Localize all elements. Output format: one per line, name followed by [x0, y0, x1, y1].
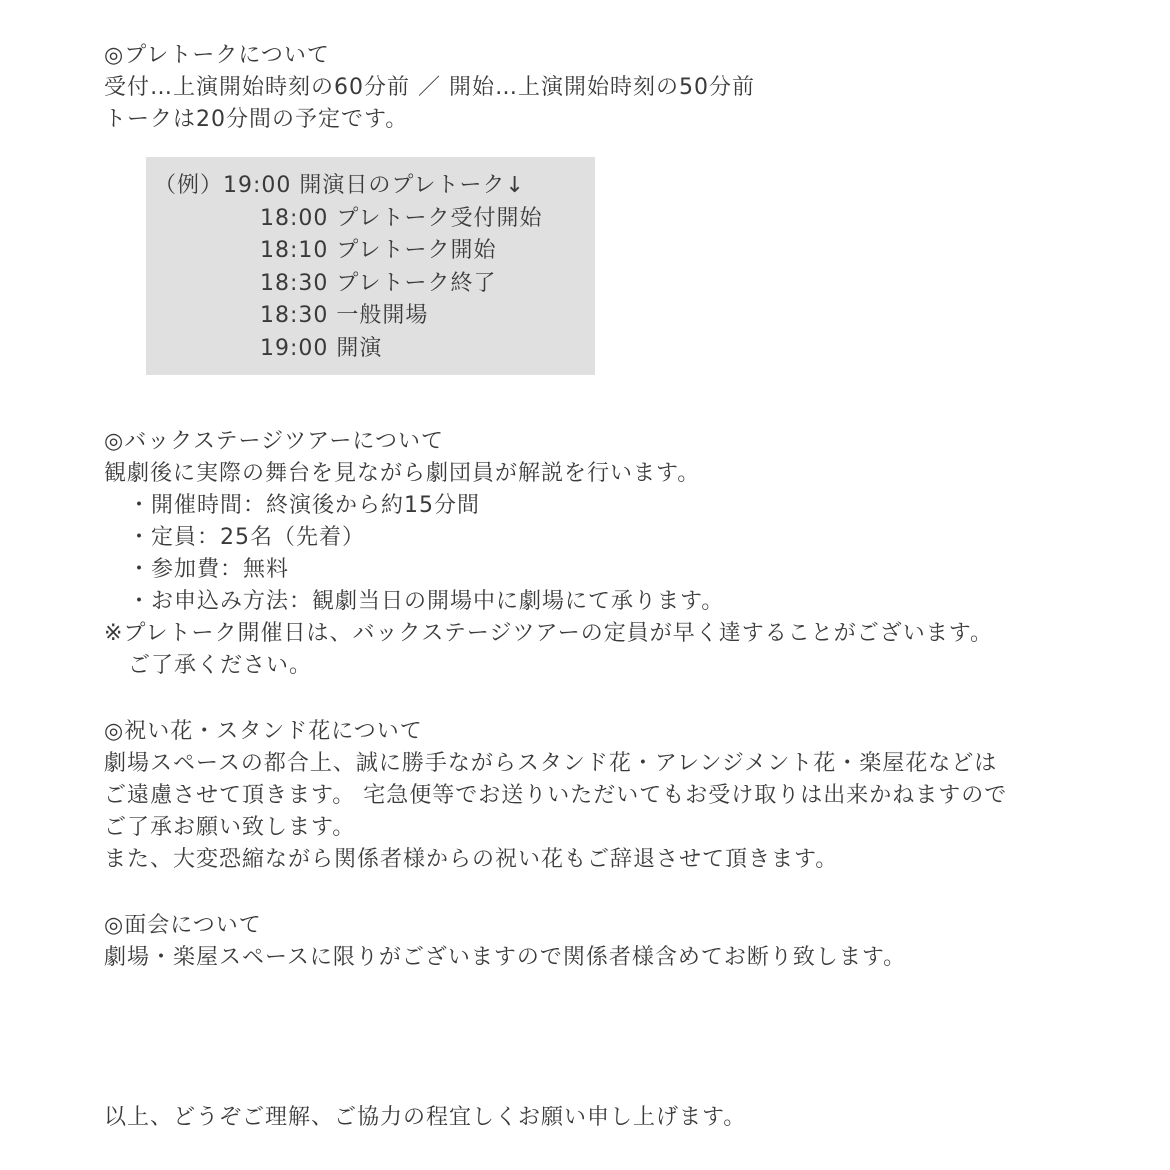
closing-section	[104, 1102, 1114, 1134]
visits-section	[104, 910, 1114, 974]
pretalk-duration-line: トークは20分間の予定です。	[104, 107, 409, 132]
pretalk-heading: ◎プレトークについて	[104, 43, 330, 68]
schedule-item: 18:00 プレトーク受付開始	[260, 205, 543, 231]
backstage-note: ※プレトーク開催日は、バックステージツアーの定員が早く達することがございます。	[104, 621, 994, 646]
closing-text: 以上、どうぞご理解、ご協力の程宜しくお願い申し上げます。	[104, 1105, 747, 1130]
schedule-item: 18:30 一般開場	[260, 303, 429, 328]
backstage-detail-item: ・定員：25名（先着）	[128, 525, 365, 550]
example-heading: （例）19:00 開演日のプレトーク↓	[154, 173, 525, 198]
backstage-detail-item: ・お申込み方法：観劇当日の開場中に劇場にて承ります。	[128, 589, 725, 614]
backstage-detail-item: ・参加費：無料	[128, 557, 290, 582]
flowers-line: 劇場スペースの都合上、誠に勝手ながらスタンド花・アレンジメント花・楽屋花などは	[104, 751, 998, 776]
pretalk-section	[104, 40, 1114, 136]
backstage-detail-item: ・開催時間：終演後から約15分間	[128, 493, 480, 518]
pretalk-reception-line: 受付…上演開始時刻の60分前 ／ 開始…上演開始時刻の50分前	[104, 75, 755, 100]
schedule-item: 18:30 プレトーク終了	[260, 270, 497, 296]
visits-line: 劇場・楽屋スペースに限りがございますので関係者様含めてお断り致します。	[104, 945, 907, 970]
example-schedule-box	[146, 157, 595, 375]
visits-heading: ◎面会について	[104, 913, 262, 938]
flowers-line: また、大変恐縮ながら関係者様からの祝い花もご辞退させて頂きます。	[104, 847, 839, 872]
flowers-line: ご了承お願い致します。	[104, 815, 356, 840]
flowers-section	[104, 716, 1114, 876]
flowers-line: ご遠慮させて頂きます。 宅急便等でお送りいただいてもお受け取りは出来かねますので	[104, 783, 1008, 808]
backstage-note-continued: ご了承ください。	[128, 653, 313, 678]
schedule-item: 19:00 開演	[260, 335, 383, 361]
schedule-item: 18:10 プレトーク開始	[260, 238, 497, 263]
backstage-heading: ◎バックステージツアーについて	[104, 429, 444, 454]
backstage-intro: 観劇後に実際の舞台を見ながら劇団員が解説を行います。	[104, 461, 701, 486]
flowers-heading: ◎祝い花・スタンド花について	[104, 719, 423, 744]
backstage-section	[104, 426, 1114, 682]
